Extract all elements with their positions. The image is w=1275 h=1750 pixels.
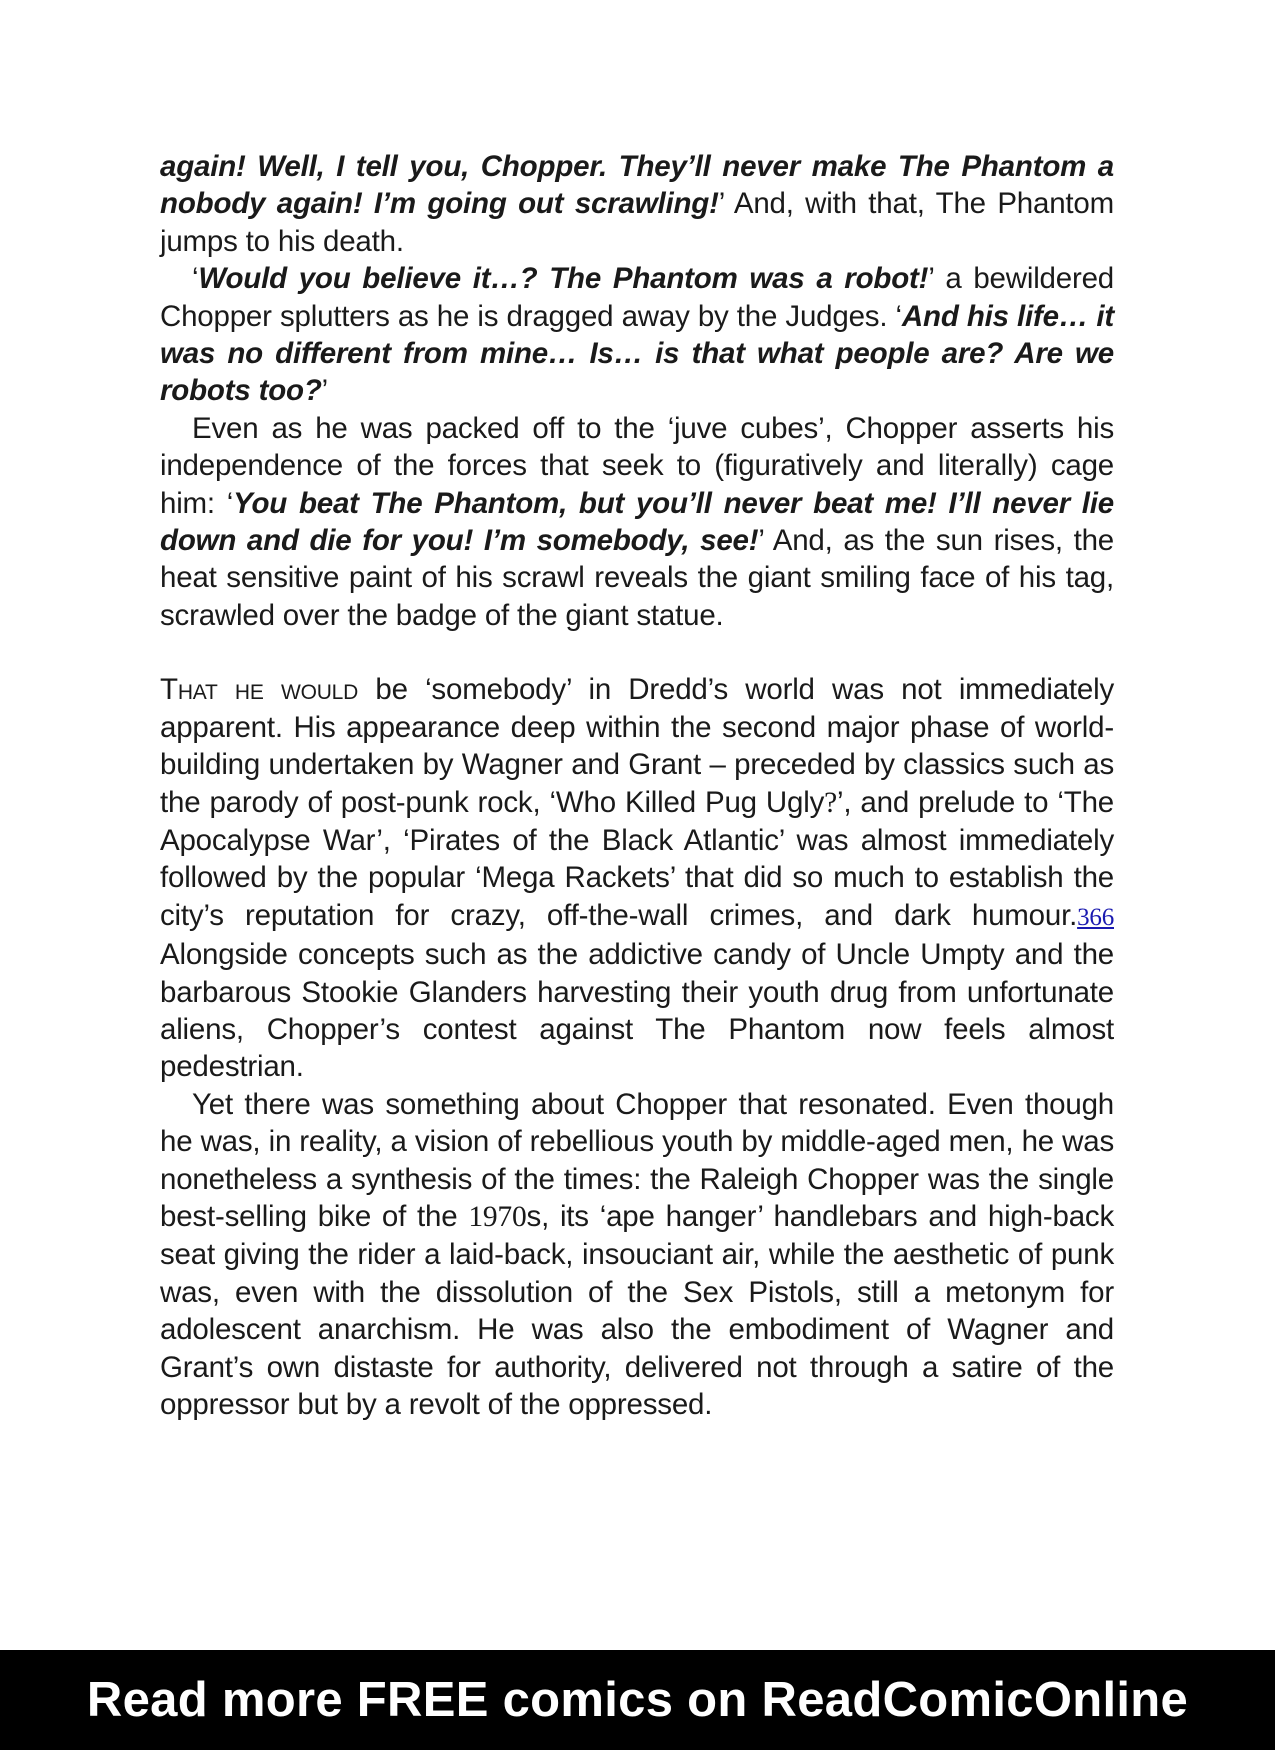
page-body [160, 148, 1114, 1423]
quote: again! Well, I tell you, Chopper. They’ll never make The Phantom a nobody again! I’m going out scrawling! [160, 150, 1114, 221]
narration: Even as he was packed off to the ‘juve cubes’, Chopper asserts his independence of the forces that seek to (figuratively and literally) cage him: ‘ [160, 411, 1114, 520]
decade-number: 1970 [468, 1200, 527, 1233]
narration: ’ And, with that, The Phantom jumps to his death. [160, 187, 1115, 258]
quote: You beat The Phantom, but you’ll never beat me! I’ll never lie down and die for you! I’m somebody, see! [160, 486, 1114, 558]
narration: ’ And, as the sun rises, the heat sensitive paint of his scrawl reveals the giant smiling face of his tag, scrawled over the badge of the giant statue. [160, 524, 1114, 632]
paragraph-4 [160, 671, 1114, 1085]
narration: be ‘somebody’ in Dredd’s world was not immediately apparent. His appearance deep within the second major phase of world-building undertaken by Wagner and Grant – preceded by classics such as the parody of post-punk rock, ‘Who Killed Pug Ugly [160, 673, 1115, 819]
lead-in: That he would [160, 673, 359, 707]
promo-banner[interactable]: Read more FREE comics on ReadComicOnline [0, 1650, 1275, 1750]
narration: Yet there was something about Chopper that resonated. Even though he was, in reality, a vision of rebellious youth by middle-aged men, he was nonetheless a synthesis of the times: the Raleigh Chopper was the single best-selling bike of the [160, 1087, 1114, 1233]
paragraph-2 [160, 260, 1114, 410]
narration: ’ a bewildered Chopper splutters as he is dragged away by the Judges. ‘ [160, 262, 1114, 333]
narration: ‘ [192, 262, 199, 296]
quote: Would you believe it…? The Phantom was a robot! [198, 262, 929, 296]
footnote-link[interactable]: 366 [1077, 903, 1114, 931]
narration: ’, and prelude to ‘The Apocalypse War’, ‘Pirates of the Black Atlantic’ was almost immediately followed by the popular ‘Mega Rackets’ that did so much to establish the city’s reputation for crazy, off-the-wall crimes, and dark humour. [160, 785, 1114, 932]
narration: ’ [321, 374, 329, 408]
paragraph-1 [160, 148, 1114, 260]
narration: Alongside concepts such as the addictive candy of Uncle Umpty and the barbarous Stookie Glanders harvesting their youth drug from unfortunate aliens, Chopper’s contest against The Phantom now feels almost pedestrian. [160, 938, 1114, 1084]
question-mark: ? [824, 786, 838, 819]
narration: s, its ‘ape hanger’ handlebars and high-back seat giving the rider a laid-back, insouciant air, while the aesthetic of punk was, even with the dissolution of the Sex Pistols, still a metonym for adolescent anarchism. He was also the embodiment of Wagner and Grant’s own distaste for authority, delivered not through a satire of the oppressor but by a revolt of the oppressed. [160, 1199, 1114, 1421]
paragraph-3 [160, 410, 1114, 634]
paragraph-5 [160, 1086, 1114, 1424]
quote: And his life… it was no different from mine… Is… is that what people are? Are we robots too? [160, 299, 1114, 408]
